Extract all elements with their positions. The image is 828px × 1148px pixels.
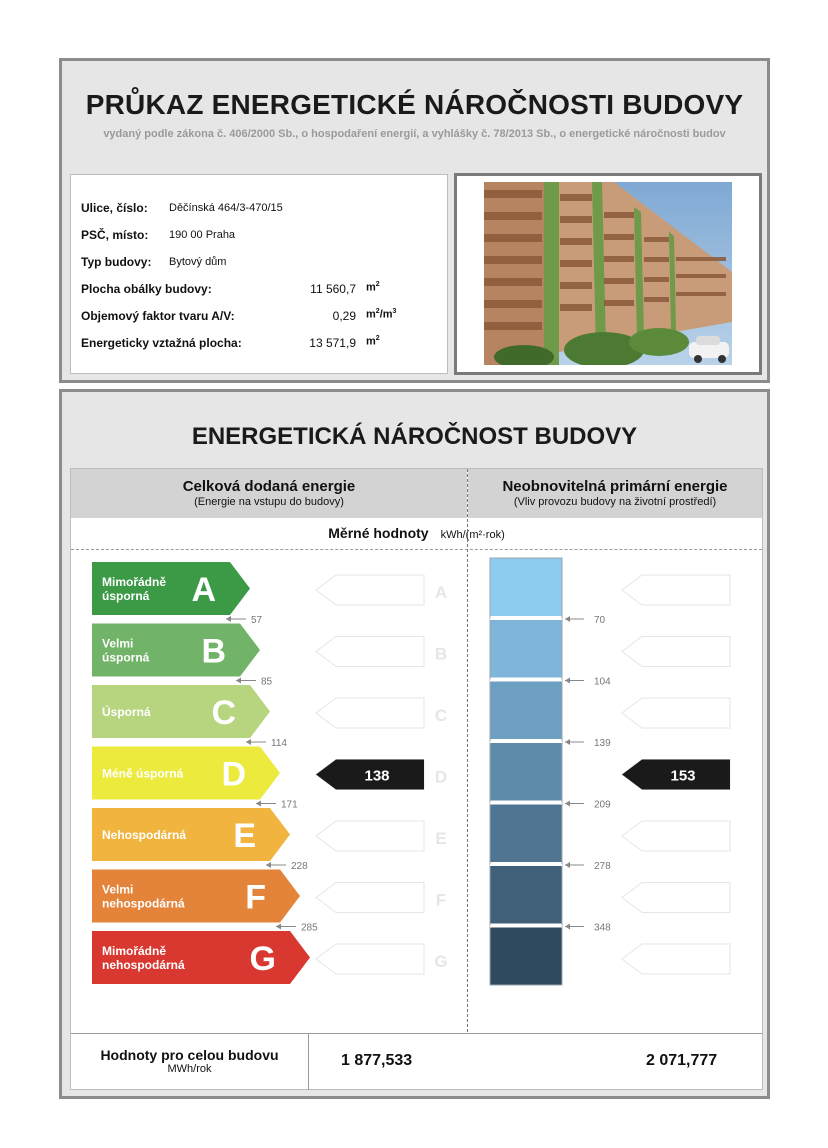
document-subtitle: vydaný podle zákona č. 406/2000 Sb., o hospodaření energií, a vyhlášky č. 78/2013 Sb., o energetické náročnosti budov bbox=[103, 128, 726, 140]
threshold-left: 228 bbox=[291, 861, 308, 872]
specific-values-label: Měrné hodnoty bbox=[328, 525, 429, 541]
empty-indicator-left-e bbox=[316, 821, 424, 851]
threshold-right: 70 bbox=[594, 615, 606, 626]
threshold-left: 114 bbox=[271, 738, 287, 749]
primary-bar-segment-e bbox=[490, 804, 562, 862]
empty-indicator-left-g bbox=[316, 944, 424, 974]
class-label-f: Velmi bbox=[102, 882, 134, 897]
zip-label: PSČ, místo: bbox=[81, 228, 149, 242]
class-label-a: Mimořádně bbox=[102, 575, 167, 589]
primary-bar-segment-b bbox=[490, 620, 562, 678]
class-label-d: Méně úsporná bbox=[102, 766, 184, 781]
class-letter-b: B bbox=[201, 632, 226, 671]
empty-indicator-right-a bbox=[622, 575, 730, 605]
class-label2-g: nehospodárná bbox=[102, 958, 185, 972]
empty-indicator-left-a bbox=[316, 575, 424, 605]
threshold-right: 139 bbox=[594, 738, 611, 749]
delivered-energy-value: 138 bbox=[364, 767, 390, 785]
empty-indicator-right-c bbox=[622, 698, 730, 728]
energy-class-scale bbox=[71, 552, 762, 1032]
units-label: kWh/(m²·rok) bbox=[440, 529, 505, 541]
threshold-arrowhead-right bbox=[565, 739, 570, 745]
class-label-b: Velmi bbox=[102, 636, 134, 651]
threshold-arrowhead-left bbox=[246, 739, 251, 745]
area-value: 13 571,9 bbox=[309, 336, 356, 350]
class-label-c: Úsporná bbox=[102, 705, 151, 719]
class-label-g: Mimořádně bbox=[102, 944, 167, 958]
envelope-value: 11 560,7 bbox=[310, 282, 356, 296]
threshold-right: 278 bbox=[594, 861, 611, 872]
envelope-label: Plocha obálky budovy: bbox=[81, 282, 212, 296]
threshold-arrowhead-right bbox=[565, 616, 570, 622]
ghost-letter-left-e: E bbox=[435, 829, 447, 848]
building-info-box bbox=[70, 174, 448, 374]
ghost-letter-left-c: C bbox=[434, 706, 448, 725]
empty-indicator-right-e bbox=[622, 821, 730, 851]
threshold-arrowhead-left bbox=[276, 924, 281, 930]
primary-energy-value: 153 bbox=[670, 767, 696, 785]
factor-value: 0,29 bbox=[332, 309, 356, 323]
primary-bar-segment-d bbox=[490, 743, 562, 801]
ghost-letter-left-d: D bbox=[434, 767, 448, 787]
specific-values-row bbox=[71, 518, 762, 549]
street-label: Ulice, číslo: bbox=[81, 201, 148, 215]
totals-row bbox=[71, 1033, 762, 1090]
class-letter-c: C bbox=[211, 694, 236, 732]
ghost-letter-left-g: G bbox=[434, 952, 448, 971]
class-letter-g: G bbox=[249, 940, 276, 978]
street-row bbox=[81, 201, 148, 215]
primary-energy-header bbox=[468, 469, 762, 518]
type-row bbox=[81, 255, 151, 269]
class-label2-a: úsporná bbox=[102, 589, 150, 603]
primary-bar-segment-c bbox=[490, 681, 562, 739]
totals-label: Hodnoty pro celou budovu bbox=[100, 1047, 279, 1063]
empty-indicator-right-f bbox=[622, 883, 730, 913]
threshold-arrowhead-left bbox=[266, 862, 271, 868]
delivered-energy-title: Celková dodaná energie bbox=[182, 478, 356, 495]
document-title: PRŮKAZ ENERGETICKÉ NÁROČNOSTI BUDOVY bbox=[85, 89, 744, 120]
class-label-e: Nehospodárná bbox=[102, 828, 187, 842]
primary-energy-subtitle: (Vliv provozu budovy na životní prostředí) bbox=[513, 496, 717, 508]
factor-unit: $m^2/m^3$ bbox=[366, 308, 397, 321]
building-photo bbox=[484, 182, 732, 365]
delivered-energy-subtitle: (Energie na vstupu do budovy) bbox=[194, 496, 344, 508]
area-label: Energeticky vztažná plocha: bbox=[81, 336, 242, 350]
threshold-left: 85 bbox=[261, 676, 273, 688]
primary-bar-segment-f bbox=[490, 866, 562, 924]
class-label2-f: nehospodárná bbox=[102, 896, 185, 911]
empty-indicator-left-c bbox=[316, 698, 424, 728]
building-photo-frame bbox=[454, 173, 762, 375]
class-label2-b: úsporná bbox=[102, 650, 150, 665]
ghost-letter-left-f: F bbox=[435, 890, 447, 910]
threshold-right: 209 bbox=[594, 799, 611, 811]
threshold-right: 104 bbox=[594, 676, 611, 688]
ghost-letter-left-a: A bbox=[434, 583, 448, 602]
total-delivered-energy: 1 877,533 bbox=[341, 1052, 413, 1069]
threshold-arrowhead-right bbox=[565, 924, 570, 930]
threshold-left: 171 bbox=[281, 799, 298, 811]
zip-row bbox=[81, 228, 148, 242]
energy-rating-panel bbox=[59, 389, 770, 1099]
header-divider bbox=[71, 549, 762, 550]
empty-indicator-left-f bbox=[316, 883, 424, 913]
envelope-unit: $m^2$ bbox=[366, 281, 380, 294]
rating-scale-area bbox=[70, 468, 763, 1090]
primary-bar-segment-g bbox=[490, 927, 562, 985]
threshold-arrowhead-right bbox=[565, 678, 570, 684]
type-value: Bytový dům bbox=[169, 256, 227, 268]
area-row bbox=[81, 336, 242, 350]
building-info-panel bbox=[59, 58, 770, 383]
empty-indicator-right-g bbox=[622, 944, 730, 974]
factor-row bbox=[81, 309, 235, 323]
threshold-arrowhead-right bbox=[565, 862, 570, 868]
zip-value: 190 00 Praha bbox=[169, 229, 236, 241]
factor-label: Objemový faktor tvaru A/V: bbox=[81, 309, 235, 323]
class-letter-e: E bbox=[233, 817, 256, 855]
type-label: Typ budovy: bbox=[81, 255, 152, 269]
class-letter-d: D bbox=[221, 755, 246, 794]
envelope-row bbox=[81, 282, 212, 296]
empty-indicator-left-b bbox=[316, 637, 424, 667]
ghost-letter-left-b: B bbox=[434, 644, 448, 664]
threshold-arrowhead-left bbox=[226, 616, 231, 622]
rating-section-title: ENERGETICKÁ NÁROČNOST BUDOVY bbox=[191, 423, 638, 450]
class-letter-a: A bbox=[191, 571, 216, 609]
threshold-left: 57 bbox=[251, 615, 263, 626]
threshold-right: 348 bbox=[594, 922, 611, 934]
threshold-arrowhead-left bbox=[236, 678, 241, 684]
threshold-left: 285 bbox=[301, 922, 318, 934]
threshold-arrowhead-right bbox=[565, 801, 570, 807]
threshold-arrowhead-left bbox=[256, 801, 261, 807]
class-letter-f: F bbox=[245, 878, 266, 917]
area-unit: $m^2$ bbox=[366, 335, 380, 348]
empty-indicator-right-b bbox=[622, 637, 730, 667]
totals-label-cell bbox=[71, 1034, 309, 1090]
total-primary-energy: 2 071,777 bbox=[646, 1052, 718, 1069]
delivered-energy-header bbox=[71, 469, 467, 518]
primary-bar-segment-a bbox=[490, 558, 562, 616]
primary-energy-title: Neobnovitelná primární energie bbox=[502, 478, 728, 495]
street-value: Děčínská 464/3-470/15 bbox=[169, 202, 283, 214]
totals-unit: MWh/rok bbox=[167, 1063, 212, 1075]
